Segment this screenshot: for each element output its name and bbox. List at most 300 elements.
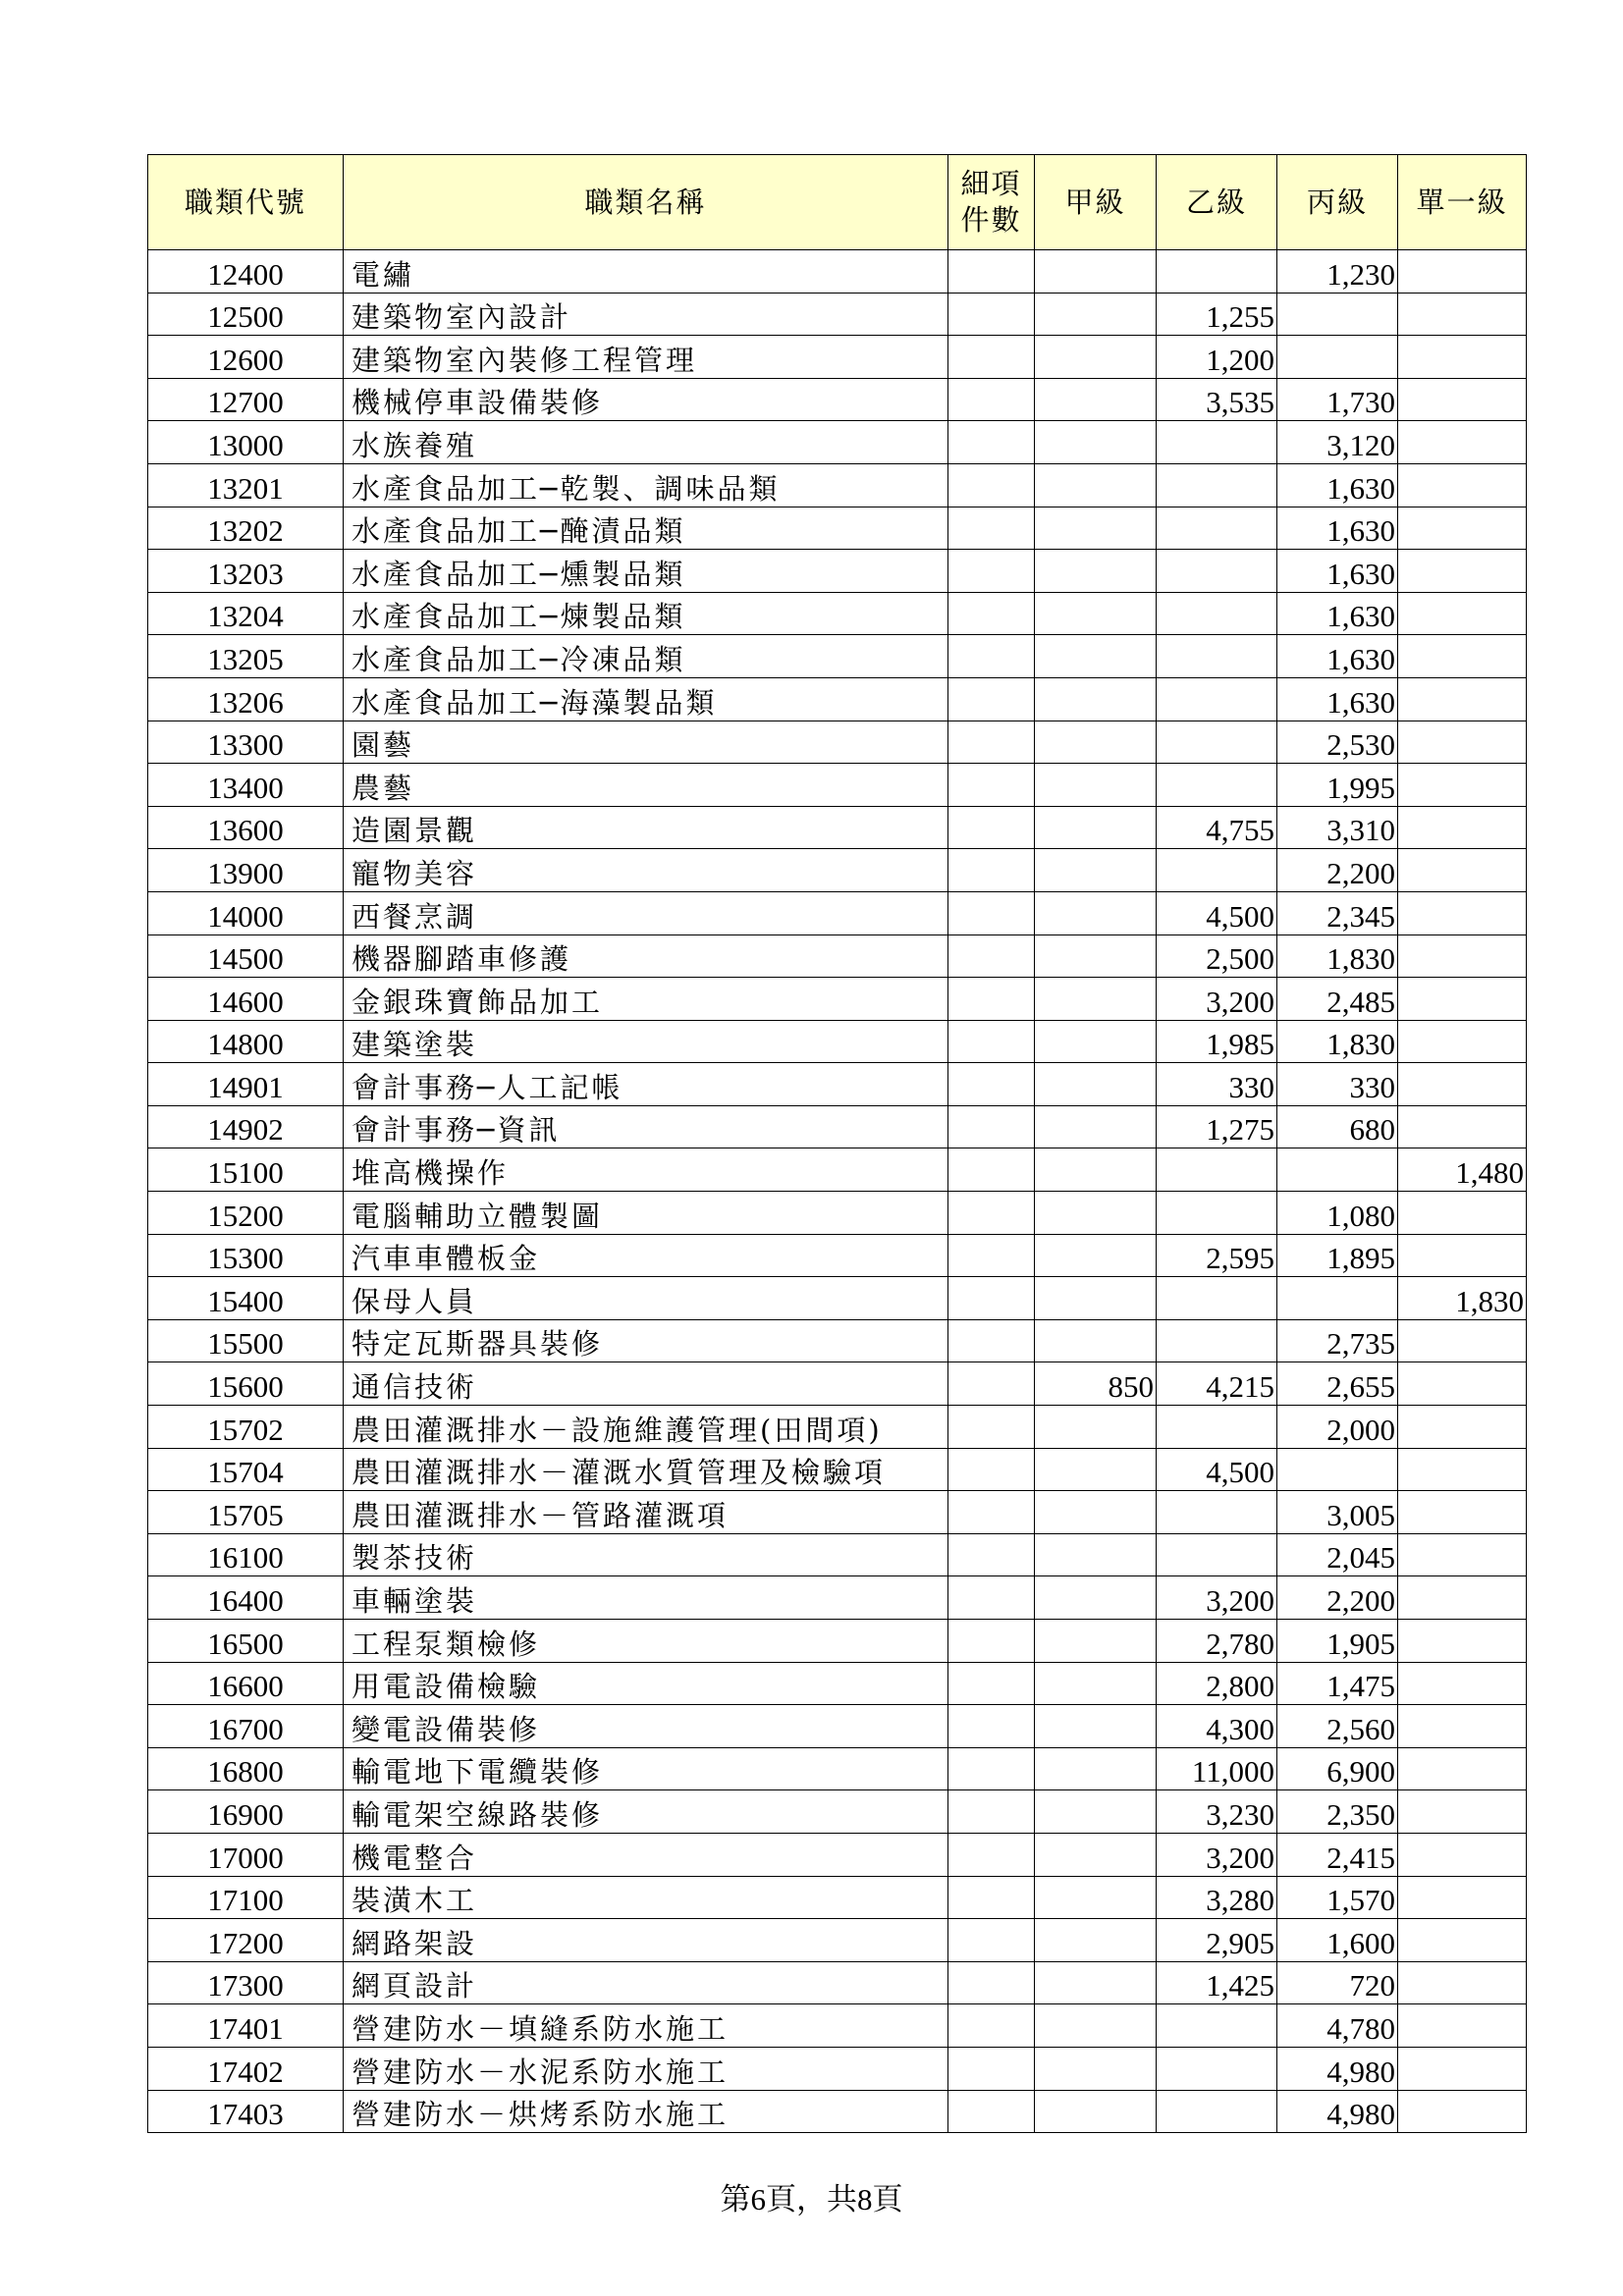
cell-code: 13201 xyxy=(148,463,344,507)
cell-grade-c xyxy=(1277,1448,1398,1491)
cell-single xyxy=(1398,1020,1527,1063)
cell-grade-a xyxy=(1035,891,1157,934)
cell-items xyxy=(948,635,1035,678)
cell-single xyxy=(1398,849,1527,892)
cell-grade-c: 1,630 xyxy=(1277,463,1398,507)
cell-single xyxy=(1398,507,1527,550)
cell-grade-b: 11,000 xyxy=(1157,1747,1277,1790)
cell-items xyxy=(948,1576,1035,1620)
cell-grade-c: 6,900 xyxy=(1277,1747,1398,1790)
table-row xyxy=(148,1148,1527,1192)
cell-code: 13206 xyxy=(148,677,344,721)
cell-items xyxy=(948,677,1035,721)
cell-grade-b: 2,595 xyxy=(1157,1234,1277,1277)
cell-grade-b: 4,215 xyxy=(1157,1362,1277,1406)
cell-items xyxy=(948,250,1035,294)
cell-grade-a xyxy=(1035,1406,1157,1449)
cell-name: 農田灌溉排水－管路灌溉項 xyxy=(344,1491,948,1534)
cell-single xyxy=(1398,1876,1527,1919)
cell-single xyxy=(1398,806,1527,849)
cell-name: 營建防水－烘烤系防水施工 xyxy=(344,2090,948,2133)
cell-single xyxy=(1398,1705,1527,1748)
cell-code: 17100 xyxy=(148,1876,344,1919)
cell-grade-a xyxy=(1035,507,1157,550)
cell-code: 12600 xyxy=(148,336,344,379)
cell-items xyxy=(948,1747,1035,1790)
cell-name: 堆高機操作 xyxy=(344,1148,948,1192)
cell-grade-b xyxy=(1157,764,1277,807)
cell-grade-a xyxy=(1035,421,1157,464)
cell-single xyxy=(1398,1919,1527,1962)
cell-code: 15300 xyxy=(148,1234,344,1277)
cell-single xyxy=(1398,677,1527,721)
cell-grade-c: 3,310 xyxy=(1277,806,1398,849)
cell-grade-b: 3,200 xyxy=(1157,1576,1277,1620)
cell-name: 水產食品加工─乾製、調味品類 xyxy=(344,463,948,507)
cell-single xyxy=(1398,1620,1527,1663)
cell-name: 水產食品加工─煉製品類 xyxy=(344,592,948,635)
cell-grade-c: 2,530 xyxy=(1277,721,1398,764)
header-grade-b: 乙級 xyxy=(1157,155,1277,250)
cell-grade-c: 680 xyxy=(1277,1105,1398,1148)
cell-grade-a xyxy=(1035,1020,1157,1063)
cell-grade-c: 2,000 xyxy=(1277,1406,1398,1449)
table-row xyxy=(148,293,1527,336)
cell-name: 電腦輔助立體製圖 xyxy=(344,1192,948,1235)
cell-name: 西餐烹調 xyxy=(344,891,948,934)
table-row xyxy=(148,1790,1527,1834)
cell-grade-b xyxy=(1157,1406,1277,1449)
table-row xyxy=(148,1063,1527,1106)
cell-grade-a xyxy=(1035,2090,1157,2133)
cell-code: 15600 xyxy=(148,1362,344,1406)
cell-single xyxy=(1398,1234,1527,1277)
cell-name: 水產食品加工─冷凍品類 xyxy=(344,635,948,678)
cell-grade-a xyxy=(1035,250,1157,294)
cell-code: 13900 xyxy=(148,849,344,892)
cell-items xyxy=(948,463,1035,507)
cell-grade-a xyxy=(1035,1662,1157,1705)
cell-grade-a xyxy=(1035,764,1157,807)
page-number: 第6頁，共8頁 xyxy=(720,2182,903,2216)
table-row xyxy=(148,1491,1527,1534)
cell-grade-c: 1,630 xyxy=(1277,592,1398,635)
cell-name: 網路架設 xyxy=(344,1919,948,1962)
cell-code: 16900 xyxy=(148,1790,344,1834)
cell-grade-a xyxy=(1035,635,1157,678)
table-row xyxy=(148,1876,1527,1919)
cell-grade-a xyxy=(1035,1533,1157,1576)
cell-name: 建築塗裝 xyxy=(344,1020,948,1063)
table-row xyxy=(148,721,1527,764)
cell-grade-c: 2,560 xyxy=(1277,1705,1398,1748)
cell-items xyxy=(948,1319,1035,1362)
cell-grade-c: 1,730 xyxy=(1277,378,1398,421)
cell-grade-b xyxy=(1157,1319,1277,1362)
cell-grade-c: 4,780 xyxy=(1277,2004,1398,2048)
cell-code: 13000 xyxy=(148,421,344,464)
fee-table xyxy=(147,154,1527,2133)
cell-name: 建築物室內裝修工程管理 xyxy=(344,336,948,379)
cell-single xyxy=(1398,635,1527,678)
cell-name: 園藝 xyxy=(344,721,948,764)
cell-grade-a xyxy=(1035,1747,1157,1790)
cell-items xyxy=(948,1234,1035,1277)
cell-code: 13300 xyxy=(148,721,344,764)
header-grade-a: 甲級 xyxy=(1035,155,1157,250)
cell-grade-c: 720 xyxy=(1277,1961,1398,2004)
header-single: 單一級 xyxy=(1398,155,1527,250)
table-row xyxy=(148,378,1527,421)
cell-single xyxy=(1398,978,1527,1021)
cell-items xyxy=(948,1919,1035,1962)
cell-items xyxy=(948,1790,1035,1834)
cell-grade-c: 2,045 xyxy=(1277,1533,1398,1576)
cell-items xyxy=(948,550,1035,593)
cell-single xyxy=(1398,336,1527,379)
table-row xyxy=(148,1192,1527,1235)
cell-items xyxy=(948,2004,1035,2048)
cell-name: 水產食品加工─醃漬品類 xyxy=(344,507,948,550)
table-row xyxy=(148,677,1527,721)
cell-name: 寵物美容 xyxy=(344,849,948,892)
cell-grade-c xyxy=(1277,336,1398,379)
cell-grade-c: 1,995 xyxy=(1277,764,1398,807)
cell-items xyxy=(948,1662,1035,1705)
cell-grade-c: 3,120 xyxy=(1277,421,1398,464)
cell-items xyxy=(948,1705,1035,1748)
cell-code: 16400 xyxy=(148,1576,344,1620)
cell-grade-b: 3,230 xyxy=(1157,1790,1277,1834)
cell-name: 機械停車設備裝修 xyxy=(344,378,948,421)
table-row xyxy=(148,891,1527,934)
cell-grade-a xyxy=(1035,1448,1157,1491)
table-row xyxy=(148,1319,1527,1362)
cell-grade-b: 1,275 xyxy=(1157,1105,1277,1148)
cell-grade-b: 2,905 xyxy=(1157,1919,1277,1962)
cell-single xyxy=(1398,934,1527,978)
cell-name: 機電整合 xyxy=(344,1833,948,1876)
cell-items xyxy=(948,806,1035,849)
cell-grade-a xyxy=(1035,849,1157,892)
cell-grade-b xyxy=(1157,592,1277,635)
cell-name: 農田灌溉排水－灌溉水質管理及檢驗項 xyxy=(344,1448,948,1491)
cell-name: 水產食品加工─海藻製品類 xyxy=(344,677,948,721)
cell-single xyxy=(1398,1192,1527,1235)
cell-single xyxy=(1398,2090,1527,2133)
cell-name: 水產食品加工─燻製品類 xyxy=(344,550,948,593)
cell-grade-a xyxy=(1035,1277,1157,1320)
cell-code: 17403 xyxy=(148,2090,344,2133)
cell-grade-a xyxy=(1035,677,1157,721)
cell-single: 1,830 xyxy=(1398,1277,1527,1320)
cell-code: 13205 xyxy=(148,635,344,678)
table-row xyxy=(148,764,1527,807)
cell-grade-a xyxy=(1035,1876,1157,1919)
header-items xyxy=(948,155,1035,250)
cell-name: 營建防水－填縫系防水施工 xyxy=(344,2004,948,2048)
cell-grade-c xyxy=(1277,1277,1398,1320)
cell-items xyxy=(948,1063,1035,1106)
cell-single xyxy=(1398,1833,1527,1876)
cell-grade-a xyxy=(1035,336,1157,379)
cell-items xyxy=(948,592,1035,635)
cell-items xyxy=(948,378,1035,421)
table-row xyxy=(148,2047,1527,2090)
cell-grade-c: 1,475 xyxy=(1277,1662,1398,1705)
cell-items xyxy=(948,1406,1035,1449)
cell-grade-c: 1,630 xyxy=(1277,677,1398,721)
cell-items xyxy=(948,1620,1035,1663)
cell-items xyxy=(948,421,1035,464)
table-row xyxy=(148,1448,1527,1491)
cell-grade-c: 2,200 xyxy=(1277,1576,1398,1620)
cell-grade-b xyxy=(1157,1148,1277,1192)
cell-name: 會計事務─人工記帳 xyxy=(344,1063,948,1106)
cell-grade-b: 2,500 xyxy=(1157,934,1277,978)
cell-items xyxy=(948,1491,1035,1534)
cell-grade-b xyxy=(1157,2004,1277,2048)
cell-grade-c: 1,630 xyxy=(1277,635,1398,678)
cell-grade-b xyxy=(1157,1277,1277,1320)
cell-grade-c: 1,600 xyxy=(1277,1919,1398,1962)
cell-grade-c: 2,345 xyxy=(1277,891,1398,934)
cell-grade-c: 1,630 xyxy=(1277,507,1398,550)
table-row xyxy=(148,1234,1527,1277)
table-row xyxy=(148,806,1527,849)
cell-code: 17000 xyxy=(148,1833,344,1876)
cell-grade-b xyxy=(1157,507,1277,550)
cell-grade-b xyxy=(1157,677,1277,721)
cell-items xyxy=(948,1876,1035,1919)
cell-single xyxy=(1398,463,1527,507)
cell-grade-c xyxy=(1277,1148,1398,1192)
cell-grade-b xyxy=(1157,1192,1277,1235)
table-row xyxy=(148,1406,1527,1449)
cell-grade-a xyxy=(1035,1192,1157,1235)
cell-single xyxy=(1398,1319,1527,1362)
cell-grade-c: 2,655 xyxy=(1277,1362,1398,1406)
table-row xyxy=(148,635,1527,678)
cell-name: 機器腳踏車修護 xyxy=(344,934,948,978)
header-row xyxy=(148,155,1527,250)
cell-name: 保母人員 xyxy=(344,1277,948,1320)
cell-grade-a xyxy=(1035,934,1157,978)
cell-grade-a xyxy=(1035,293,1157,336)
cell-items xyxy=(948,1020,1035,1063)
cell-grade-c: 330 xyxy=(1277,1063,1398,1106)
cell-code: 13204 xyxy=(148,592,344,635)
cell-code: 13203 xyxy=(148,550,344,593)
table-row xyxy=(148,463,1527,507)
cell-items xyxy=(948,721,1035,764)
cell-items xyxy=(948,1961,1035,2004)
table-row xyxy=(148,1833,1527,1876)
cell-grade-a xyxy=(1035,1705,1157,1748)
header-code: 職類代號 xyxy=(148,155,344,250)
cell-items xyxy=(948,1192,1035,1235)
cell-code: 16500 xyxy=(148,1620,344,1663)
header-name: 職類名稱 xyxy=(344,155,948,250)
table-row xyxy=(148,1705,1527,1748)
table-body xyxy=(148,250,1527,2133)
cell-grade-c: 2,735 xyxy=(1277,1319,1398,1362)
cell-single xyxy=(1398,421,1527,464)
cell-grade-b: 3,200 xyxy=(1157,1833,1277,1876)
cell-grade-a: 850 xyxy=(1035,1362,1157,1406)
cell-grade-b: 3,535 xyxy=(1157,378,1277,421)
cell-grade-c: 1,230 xyxy=(1277,250,1398,294)
cell-code: 16600 xyxy=(148,1662,344,1705)
cell-name: 通信技術 xyxy=(344,1362,948,1406)
cell-code: 12400 xyxy=(148,250,344,294)
cell-grade-a xyxy=(1035,1319,1157,1362)
cell-code: 13600 xyxy=(148,806,344,849)
cell-single xyxy=(1398,2004,1527,2048)
cell-code: 17402 xyxy=(148,2047,344,2090)
cell-items xyxy=(948,293,1035,336)
cell-grade-c: 1,905 xyxy=(1277,1620,1398,1663)
cell-single xyxy=(1398,250,1527,294)
cell-grade-b: 3,280 xyxy=(1157,1876,1277,1919)
cell-code: 17200 xyxy=(148,1919,344,1962)
cell-single xyxy=(1398,1747,1527,1790)
cell-single xyxy=(1398,1448,1527,1491)
table-row xyxy=(148,1277,1527,1320)
cell-grade-a xyxy=(1035,1961,1157,2004)
table-row xyxy=(148,1020,1527,1063)
cell-items xyxy=(948,2047,1035,2090)
cell-grade-b xyxy=(1157,2090,1277,2133)
cell-name: 營建防水－水泥系防水施工 xyxy=(344,2047,948,2090)
cell-grade-b xyxy=(1157,550,1277,593)
cell-name: 網頁設計 xyxy=(344,1961,948,2004)
cell-name: 造園景觀 xyxy=(344,806,948,849)
cell-items xyxy=(948,1148,1035,1192)
table-row xyxy=(148,421,1527,464)
cell-code: 15705 xyxy=(148,1491,344,1534)
table-row xyxy=(148,1747,1527,1790)
cell-name: 會計事務─資訊 xyxy=(344,1105,948,1148)
cell-name: 變電設備裝修 xyxy=(344,1705,948,1748)
cell-single xyxy=(1398,1105,1527,1148)
cell-items xyxy=(948,934,1035,978)
cell-items xyxy=(948,1448,1035,1491)
cell-name: 農田灌溉排水－設施維護管理(田間項) xyxy=(344,1406,948,1449)
cell-name: 農藝 xyxy=(344,764,948,807)
cell-single xyxy=(1398,1491,1527,1534)
cell-grade-a xyxy=(1035,1105,1157,1148)
cell-single xyxy=(1398,1362,1527,1406)
cell-grade-a xyxy=(1035,378,1157,421)
cell-grade-b: 4,300 xyxy=(1157,1705,1277,1748)
cell-grade-c: 2,350 xyxy=(1277,1790,1398,1834)
table-row xyxy=(148,1919,1527,1962)
cell-single xyxy=(1398,764,1527,807)
cell-items xyxy=(948,764,1035,807)
table-row xyxy=(148,250,1527,294)
cell-grade-b: 1,985 xyxy=(1157,1020,1277,1063)
cell-grade-a xyxy=(1035,1833,1157,1876)
cell-items xyxy=(948,1105,1035,1148)
header-items-line1: 細項 xyxy=(960,167,1022,200)
cell-grade-b xyxy=(1157,250,1277,294)
cell-grade-b: 2,800 xyxy=(1157,1662,1277,1705)
cell-grade-a xyxy=(1035,1620,1157,1663)
cell-grade-a xyxy=(1035,978,1157,1021)
cell-code: 13202 xyxy=(148,507,344,550)
cell-items xyxy=(948,336,1035,379)
cell-name: 金銀珠寶飾品加工 xyxy=(344,978,948,1021)
cell-single xyxy=(1398,293,1527,336)
cell-grade-b xyxy=(1157,421,1277,464)
table-row xyxy=(148,2090,1527,2133)
cell-name: 製茶技術 xyxy=(344,1533,948,1576)
table-row xyxy=(148,550,1527,593)
cell-grade-b: 1,200 xyxy=(1157,336,1277,379)
table-row xyxy=(148,849,1527,892)
cell-code: 12700 xyxy=(148,378,344,421)
cell-grade-b: 4,500 xyxy=(1157,1448,1277,1491)
cell-items xyxy=(948,507,1035,550)
cell-grade-b: 1,255 xyxy=(1157,293,1277,336)
cell-code: 16100 xyxy=(148,1533,344,1576)
cell-grade-b: 4,755 xyxy=(1157,806,1277,849)
cell-code: 15100 xyxy=(148,1148,344,1192)
cell-code: 16700 xyxy=(148,1705,344,1748)
table-row xyxy=(148,1961,1527,2004)
cell-grade-c: 1,830 xyxy=(1277,934,1398,978)
table-row xyxy=(148,1662,1527,1705)
table-row xyxy=(148,1105,1527,1148)
cell-single xyxy=(1398,891,1527,934)
cell-items xyxy=(948,2090,1035,2133)
cell-grade-b: 2,780 xyxy=(1157,1620,1277,1663)
cell-grade-b xyxy=(1157,635,1277,678)
cell-single xyxy=(1398,592,1527,635)
table-row xyxy=(148,1576,1527,1620)
cell-grade-a xyxy=(1035,463,1157,507)
cell-code: 15500 xyxy=(148,1319,344,1362)
cell-name: 裝潢木工 xyxy=(344,1876,948,1919)
cell-grade-b xyxy=(1157,849,1277,892)
table-row xyxy=(148,2004,1527,2048)
cell-items xyxy=(948,891,1035,934)
cell-grade-a xyxy=(1035,806,1157,849)
cell-name: 用電設備檢驗 xyxy=(344,1662,948,1705)
cell-single xyxy=(1398,1961,1527,2004)
cell-items xyxy=(948,849,1035,892)
cell-single xyxy=(1398,1533,1527,1576)
cell-single: 1,480 xyxy=(1398,1148,1527,1192)
header-grade-c: 丙級 xyxy=(1277,155,1398,250)
cell-grade-c: 2,485 xyxy=(1277,978,1398,1021)
cell-grade-a xyxy=(1035,592,1157,635)
cell-grade-a xyxy=(1035,2004,1157,2048)
cell-grade-b xyxy=(1157,463,1277,507)
cell-grade-c: 1,830 xyxy=(1277,1020,1398,1063)
cell-name: 輸電地下電纜裝修 xyxy=(344,1747,948,1790)
cell-grade-b: 4,500 xyxy=(1157,891,1277,934)
cell-grade-c: 1,080 xyxy=(1277,1192,1398,1235)
cell-name: 工程泵類檢修 xyxy=(344,1620,948,1663)
table-row xyxy=(148,1620,1527,1663)
cell-code: 14500 xyxy=(148,934,344,978)
cell-grade-b xyxy=(1157,721,1277,764)
cell-grade-c: 1,895 xyxy=(1277,1234,1398,1277)
cell-single xyxy=(1398,1790,1527,1834)
cell-grade-c xyxy=(1277,293,1398,336)
